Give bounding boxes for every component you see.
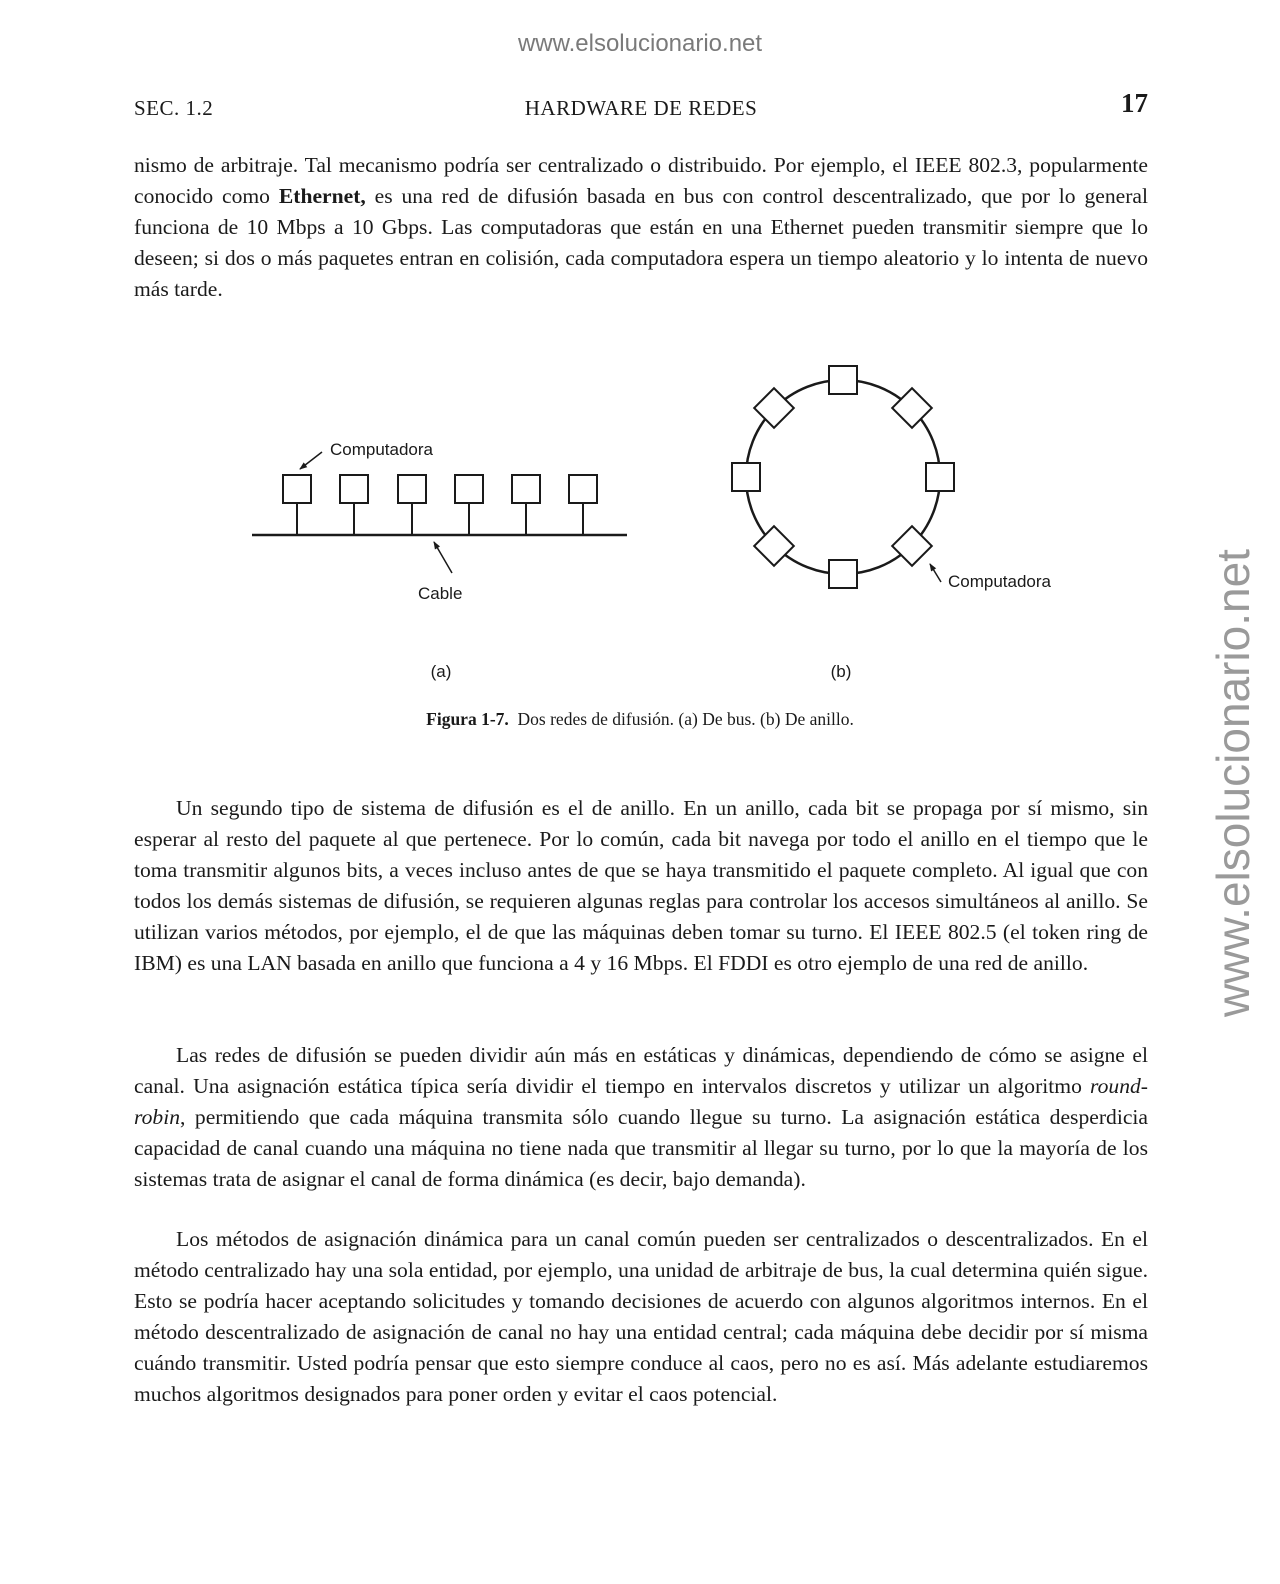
figure-diagram: [0, 340, 1280, 700]
ring-computer: [754, 388, 794, 428]
bus-computer: [283, 475, 311, 535]
bus-sublabel: (a): [430, 662, 452, 681]
ring-computer: [829, 366, 857, 394]
bus-computer: [569, 475, 597, 535]
watermark-side: www.elsolucionario.net: [1207, 549, 1259, 1017]
ring-computer: [754, 526, 794, 566]
page-number: 17: [1121, 88, 1148, 118]
ring-computer-label: Computadora: [948, 572, 1052, 591]
bus-cable-label: Cable: [418, 584, 463, 603]
bus-computer: [512, 475, 540, 535]
p3-italic-term: round-robin: [134, 1073, 1148, 1129]
p1-bold-term: Ethernet,: [278, 183, 366, 208]
ring-computer: [892, 526, 932, 566]
ring-network: [732, 366, 954, 588]
running-header: [134, 88, 1148, 124]
paragraph-1: [134, 150, 1148, 305]
paragraph-2: Un segundo tipo de sistema de difusión es el de anillo. En un anillo, cada bit se propaga por sí mismo, sin esperar al resto del paquete al que pertenece. Por lo común, cada bit navega por todo el anillo en el tiempo que le toma transmitir algunos bits, a veces incluso antes de que se haya transmitido el paquete completo. Al igual que con todos los demás sistemas de difusión, se requieren algunas reglas para controlar los accesos simultáneos al anillo. Se utilizan varios métodos, por ejemplo, el de que las máquinas deben tomar su turno. El IEEE 802.5 (el token ring de IBM) es una LAN basada en anillo que funciona a 4 y 16 Mbps. El FDDI es otro ejemplo de una red de anillo.: [134, 796, 1148, 975]
section-number: SEC. 1.2: [134, 96, 214, 120]
caption-text: Dos redes de difusión. (a) De bus. (b) De anillo.: [517, 709, 854, 729]
bus-computer-label: Computadora: [330, 440, 434, 459]
bus-network: [252, 452, 627, 573]
p3-text-after: , permitiendo que cada máquina transmita sólo cuando llegue su turno. La asignación estática desperdicia capacidad de canal cuando una máquina no tiene nada que transmitir al llegar su turno, por lo que la mayoría de los sistemas trata de asignar el canal de forma dinámica (es decir, bajo demanda).: [134, 1104, 1148, 1191]
ring-computer: [829, 560, 857, 588]
p1-text-after: es una red de difusión basada en bus con control descentralizado, que por lo general funciona de 10 Mbps a 10 Gbps. Las computadoras que están en una Ethernet pueden transmitir siempre que lo deseen; si dos o más paquetes entran en colisión, cada computadora espera un tiempo aleatorio y lo intenta de nuevo más tarde.: [134, 183, 1148, 301]
paragraph-3: [134, 1040, 1148, 1195]
p1-text-before: nismo de arbitraje. Tal mecanismo podría ser centralizado o distribuido. Por ejemplo, el IEEE 802.3, popularmente conocido como: [134, 153, 1148, 208]
figure-caption: [0, 709, 1280, 730]
bus-computer-pointer: [300, 452, 322, 469]
p3-text-before: Las redes de difusión se pueden dividir aún más en estáticas y dinámicas, dependiendo de cómo se asigne el canal. Una asignación estática típica sería dividir el tiempo en intervalos discretos y utilizar un algoritmo: [134, 1043, 1148, 1098]
paragraph-4: Los métodos de asignación dinámica para un canal común pueden ser centralizados o descentralizados. En el método centralizado hay una sola entidad, por ejemplo, una unidad de arbitraje de bus, la cual determina quién sigue. Esto se podría hacer aceptando solicitudes y tomando decisiones de acuerdo con algunos algoritmos internos. En el método descentralizado de asignación de canal no hay una entidad central; cada máquina debe decidir por sí misma cuándo transmitir. Usted podría pensar que esto siempre conduce al caos, pero no es así. Más adelante estudiaremos muchos algoritmos designados para poner orden y evitar el caos potencial.: [134, 1227, 1148, 1406]
ring-computer: [926, 463, 954, 491]
bus-computer: [340, 475, 368, 535]
bus-computer: [455, 475, 483, 535]
ring-computer-pointer: [930, 564, 941, 582]
bus-cable-pointer: [434, 542, 452, 573]
figure-1-7: [0, 340, 1280, 700]
ring-sublabel: (b): [830, 662, 852, 681]
bus-computer: [398, 475, 426, 535]
chapter-title: HARDWARE DE REDES: [524, 96, 758, 120]
ring-computer: [732, 463, 760, 491]
ring-computer: [892, 388, 932, 428]
caption-label: Figura 1-7.: [426, 709, 509, 729]
watermark-top: www.elsolucionario.net: [517, 30, 763, 57]
